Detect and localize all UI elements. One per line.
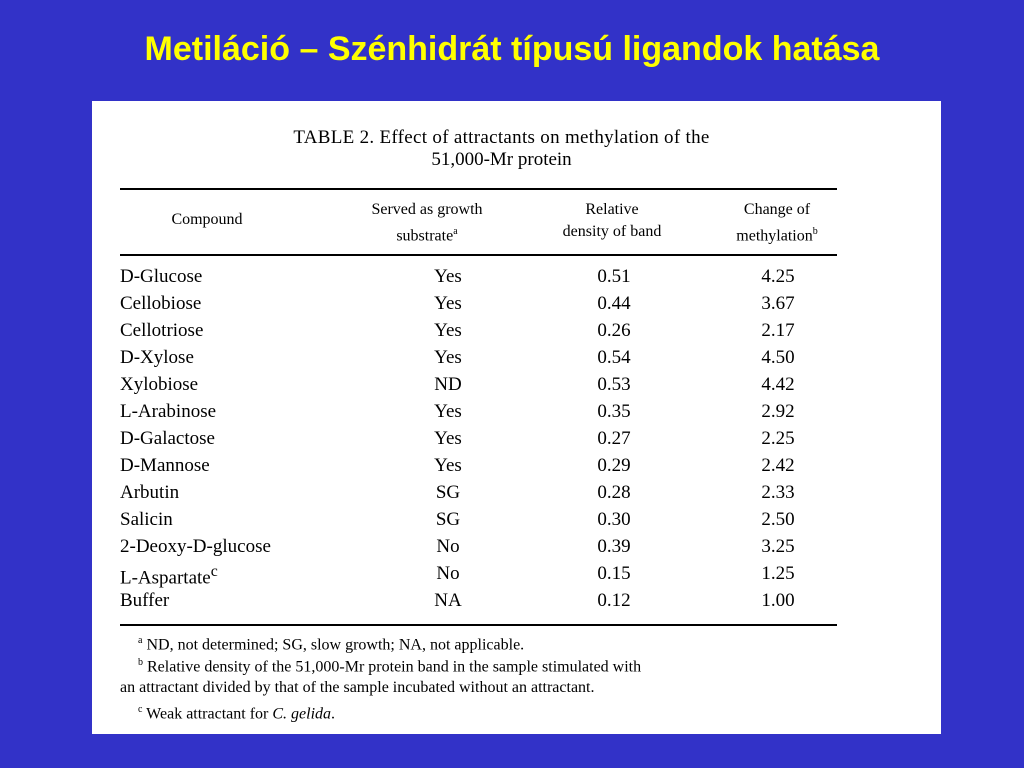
- footnote-a: $^a$ ND, not determined; SG, slow growth; NA, not applicable.: [138, 635, 525, 654]
- footnote-c: $^c$ Weak attractant for C. gelida.: [138, 704, 336, 723]
- top-rule: [120, 188, 837, 190]
- header-density: Relative density of band: [562, 201, 662, 240]
- header-change: Change of methylation$^b$: [736, 201, 818, 245]
- header-rule: [120, 254, 837, 256]
- table-row: D-Galactose Yes 0.27 2.25: [120, 428, 795, 449]
- table-row: D-Mannose Yes 0.29 2.42: [120, 455, 795, 476]
- table-row: L-Arabinose Yes 0.35 2.92: [120, 401, 795, 422]
- table-row: 2-Deoxy-D-glucose No 0.39 3.25: [120, 536, 795, 557]
- table-row: L-Aspartate$^c$ No 0.15 1.25: [120, 563, 795, 589]
- footnote-b-line1: $^b$ Relative density of the 51,000-Mr protein band in the sample stimulated with: [138, 657, 642, 676]
- bottom-rule: [120, 624, 837, 626]
- footnote-b-line2: an attractant divided by that of the sample incubated without an attractant.: [120, 679, 595, 696]
- table-row: Xylobiose ND 0.53 4.42: [120, 374, 795, 395]
- table-row: Salicin SG 0.30 2.50: [120, 509, 795, 530]
- slide-title: Metiláció – Szénhidrát típusú ligandok hatása: [144, 30, 880, 68]
- table-caption-line2: 51,000-Mr protein: [431, 149, 572, 170]
- table-row: Buffer NA 0.12 1.00: [120, 590, 795, 611]
- table-row: Arbutin SG 0.28 2.33: [120, 482, 795, 503]
- header-served: Served as growth substrate$^a$: [371, 201, 483, 245]
- header-compound: Compound: [171, 211, 243, 228]
- table-row: Cellotriose Yes 0.26 2.17: [120, 320, 795, 341]
- table-image: [92, 101, 941, 734]
- table-row: D-Glucose Yes 0.51 4.25: [120, 266, 795, 287]
- table-row: Cellobiose Yes 0.44 3.67: [120, 293, 795, 314]
- table-row: D-Xylose Yes 0.54 4.50: [120, 347, 795, 368]
- table-caption-line1: TABLE 2. Effect of attractants on methylation of the: [293, 127, 710, 148]
